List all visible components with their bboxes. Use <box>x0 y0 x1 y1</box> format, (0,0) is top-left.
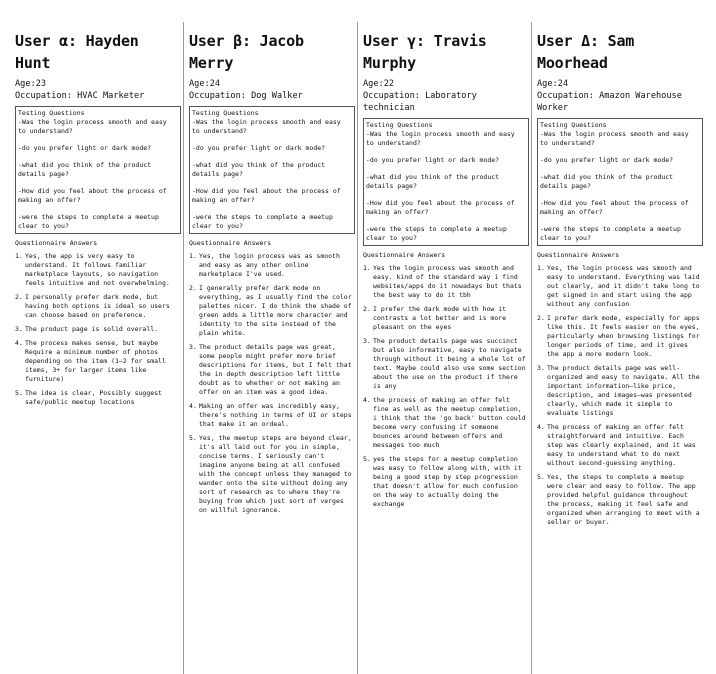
answers-list <box>189 252 355 515</box>
answer-number: 5. <box>15 389 23 397</box>
user-age: Age:24 <box>189 79 221 89</box>
answer-number: 1. <box>537 264 545 272</box>
answer-text: The idea is clear, Possibly suggest safe/public meetup locations <box>25 389 162 406</box>
answer-text: The product page is solid overall. <box>25 325 159 333</box>
question-item: -do you prefer light or dark mode? <box>366 156 500 164</box>
question-item: -Was the login process smooth and easy to understand? <box>540 130 689 147</box>
question-item: -How did you feel about the process of making an offer? <box>540 199 689 216</box>
answer-item <box>537 473 703 527</box>
answer-text: the process of making an offer felt fine as well as the meetup completion, i think that the 'go back' button could become very confusing if someone bounces around between offers and messages too much <box>373 396 526 449</box>
answer-number: 3. <box>15 325 23 333</box>
user-title: User Δ: Sam Moorhead <box>537 32 635 72</box>
question-item: -were the steps to complete a meetup clear to you? <box>18 213 159 230</box>
testing-questions-header: Testing Questions <box>366 121 433 129</box>
answer-item <box>537 364 703 418</box>
answer-number: 4. <box>537 423 545 431</box>
answer-item <box>15 293 181 320</box>
answer-number: 4. <box>15 339 23 347</box>
user-age: Age:24 <box>537 79 569 89</box>
question-item: -were the steps to complete a meetup clear to you? <box>540 225 681 242</box>
answer-text: yes the steps for a meetup completion was easy to follow along with, with it being a good step by step progression that doesn't allow for much confusion on the way to actually doing the exchange <box>373 455 522 508</box>
answer-text: The process makes sense, but maybe Require a minimum number of photos depending on the item (1–2 for small items, 3+ for larger items like furniture) <box>25 339 166 383</box>
answer-number: 1. <box>363 264 371 272</box>
questionnaire-answers-header: Questionnaire Answers <box>537 251 620 259</box>
answers-list <box>363 264 529 509</box>
answer-item <box>537 314 703 359</box>
answer-number: 2. <box>537 314 545 322</box>
answer-number: 3. <box>537 364 545 372</box>
answer-item <box>189 252 355 279</box>
user-occupation: Occupation: HVAC Marketer <box>15 91 145 101</box>
user-occupation: Occupation: Dog Walker <box>189 91 303 101</box>
answer-text: I generally prefer dark mode on everything, as I usually find the color palettes nicer. I do think the shade of green adds a little more character and identity to the site instead of the plain white. <box>199 284 352 337</box>
questionnaire-answers-header: Questionnaire Answers <box>363 251 446 259</box>
answer-number: 5. <box>189 434 197 442</box>
column-divider <box>183 22 184 674</box>
answer-item <box>363 396 529 450</box>
answer-number: 4. <box>363 396 371 404</box>
answer-item <box>189 434 355 515</box>
question-item: -what did you think of the product details page? <box>18 161 152 178</box>
answer-number: 2. <box>15 293 23 301</box>
questionnaire-answers-header: Questionnaire Answers <box>189 239 272 247</box>
answer-text: I prefer dark mode, especially for apps like this. It feels easier on the eyes, particularly when browsing listings for longer periods of time, and it gives the app a more modern look. <box>547 314 700 358</box>
user-occupation: Occupation: Laboratory technician <box>363 91 477 113</box>
user-column-alpha <box>15 0 181 674</box>
question-item: -what did you think of the product details page? <box>540 173 674 190</box>
answer-item <box>15 252 181 288</box>
answer-item <box>363 264 529 300</box>
answer-text: The product details page was great, some people might prefer more brief descriptions for items, but I felt that the in depth description left little doubt as to whether or not making an offer on an item was a good idea. <box>199 343 352 396</box>
user-column-gamma <box>363 0 529 674</box>
answer-number: 2. <box>363 305 371 313</box>
question-item: -what did you think of the product details page? <box>192 161 326 178</box>
testing-questions-box <box>537 118 703 246</box>
question-item: -How did you feel about the process of making an offer? <box>18 187 167 204</box>
testing-questions-box <box>363 118 529 246</box>
column-divider <box>531 22 532 674</box>
answer-item <box>189 343 355 397</box>
answer-text: Yes, the login process was smooth and easy to understand. Everything was laid out clearly, and it didn't take long to get signed in and start using the app without any confusion <box>547 264 700 308</box>
question-item: -Was the login process smooth and easy to understand? <box>366 130 515 147</box>
question-item: -do you prefer light or dark mode? <box>540 156 674 164</box>
answer-item <box>363 455 529 509</box>
answer-number: 1. <box>189 252 197 260</box>
question-item: -Was the login process smooth and easy to understand? <box>18 118 167 135</box>
answer-item <box>189 402 355 429</box>
question-item: -How did you feel about the process of making an offer? <box>192 187 341 204</box>
testing-questions-header: Testing Questions <box>192 109 259 117</box>
answer-text: Yes, the steps to complete a meetup were clear and easy to follow. The app provided helpful guidance throughout the process, making it feel safe and organized when arranging to meet with a seller or buyer. <box>547 473 700 526</box>
column-divider <box>357 22 358 674</box>
question-item: -How did you feel about the process of making an offer? <box>366 199 515 216</box>
answer-text: Yes, the app is very easy to understand. It follows familiar marketplace layouts, so navigation feels intuitive and not overwhelming. <box>25 252 170 287</box>
answer-item <box>363 305 529 332</box>
answer-item <box>15 339 181 384</box>
answer-number: 5. <box>537 473 545 481</box>
answer-number: 3. <box>363 337 371 345</box>
answer-text: The product details page was succinct but also informative, easy to navigate through without it being a whole lot of text. Maybe could also use some section about the use on the product if there is any <box>373 337 526 390</box>
answers-list <box>537 264 703 527</box>
answer-text: Yes the login process was smooth and easy. kind of the standard way i find websites/apps do it nowadays but thats the best way to do it tbh <box>373 264 522 299</box>
answer-text: I personally prefer dark mode, but having both options is ideal so users can choose based on preference. <box>25 293 170 319</box>
answer-item <box>15 389 181 407</box>
user-title: User γ: Travis Murphy <box>363 32 487 72</box>
answer-item <box>363 337 529 391</box>
answer-text: Making an offer was incredibly easy, there's nothing in terms of UI or steps that make it an ordeal. <box>199 402 352 428</box>
testing-questions-header: Testing Questions <box>18 109 85 117</box>
answer-number: 4. <box>189 402 197 410</box>
user-column-beta <box>189 0 355 674</box>
answer-text: Yes, the login process was as smooth and easy as any other online marketplace I've used. <box>199 252 340 278</box>
answer-text: The product details page was well-organized and easy to navigate. All the important information—like price, description, and images—was presented clearly, which made it simple to evaluate listings <box>547 364 700 417</box>
question-item: -Was the login process smooth and easy to understand? <box>192 118 341 135</box>
user-age: Age:23 <box>15 79 47 89</box>
question-item: -do you prefer light or dark mode? <box>18 144 152 152</box>
answer-item <box>15 325 181 334</box>
question-item: -were the steps to complete a meetup clear to you? <box>192 213 333 230</box>
testing-questions-box <box>15 106 181 234</box>
user-column-delta <box>537 0 703 674</box>
user-title: User β: Jacob Merry <box>189 32 304 72</box>
answer-number: 2. <box>189 284 197 292</box>
question-item: -what did you think of the product details page? <box>366 173 500 190</box>
answer-number: 1. <box>15 252 23 260</box>
question-item: -were the steps to complete a meetup clear to you? <box>366 225 507 242</box>
answers-list <box>15 252 181 407</box>
answer-text: Yes, the meetup steps are beyond clear, it's all laid out for you in simple, concise terms. I seriously can't imagine anyone being at all confused with the concept unless they managed to wander onto the site without doing any sort of research as to where they're buying from which just sort of verges on willful ignorance. <box>199 434 352 514</box>
testing-questions-box <box>189 106 355 234</box>
questionnaire-answers-header: Questionnaire Answers <box>15 239 98 247</box>
answer-number: 5. <box>363 455 371 463</box>
user-age: Age:22 <box>363 79 395 89</box>
answer-item <box>189 284 355 338</box>
answer-text: The process of making an offer felt straightforward and intuitive. Each step was clearly explained, and it was easy to understand what to do next without second-guessing anything. <box>547 423 696 467</box>
answer-item <box>537 264 703 309</box>
answer-text: I prefer the dark mode with how it contrasts a lot better and is more pleasant on the eyes <box>373 305 507 331</box>
user-occupation: Occupation: Amazon Warehouse Worker <box>537 91 682 113</box>
answer-number: 3. <box>189 343 197 351</box>
question-item: -do you prefer light or dark mode? <box>192 144 326 152</box>
testing-questions-header: Testing Questions <box>540 121 607 129</box>
answer-item <box>537 423 703 468</box>
user-title: User α: Hayden Hunt <box>15 32 139 72</box>
